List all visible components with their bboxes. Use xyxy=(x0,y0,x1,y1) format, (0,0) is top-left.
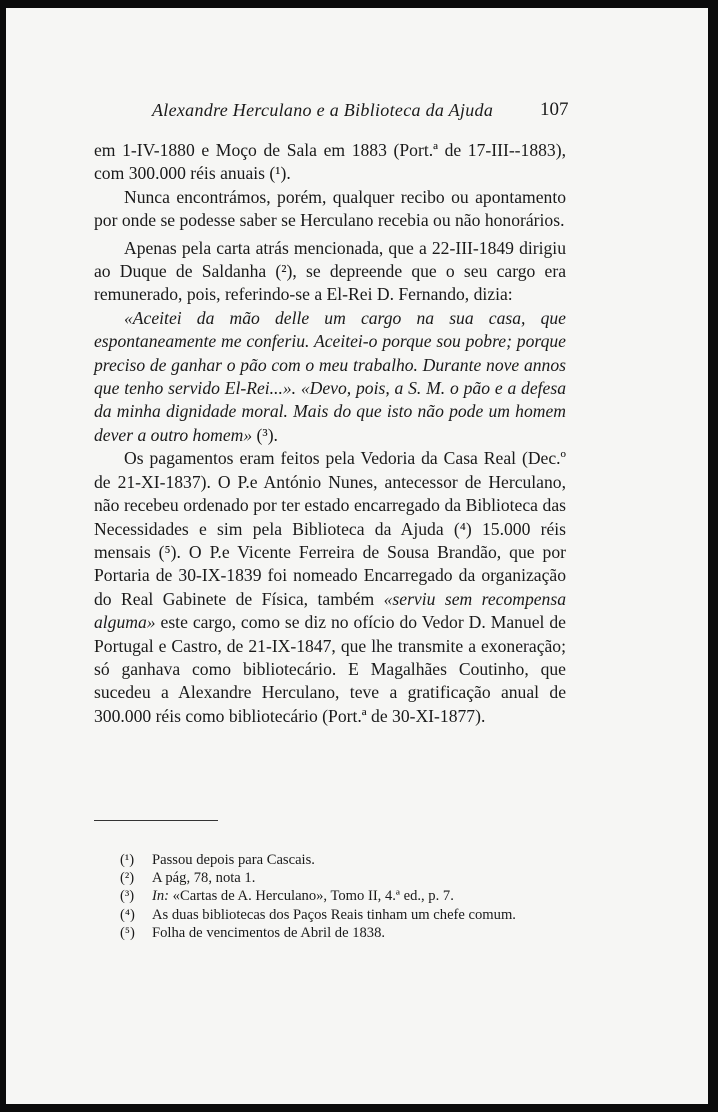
footnotes xyxy=(94,851,564,942)
body-text xyxy=(94,139,566,728)
page-number: 107 xyxy=(540,99,569,120)
book-page xyxy=(6,8,708,1104)
footnote-number: (¹) xyxy=(120,852,135,868)
quotation: «Aceitei da mão delle um cargo na sua casa, que espontaneamente me conferiu. Aceitei-o porque sou pobre; porque preciso de ganhar o pão com o meu trabalho. Durante nove annos que tenho servido El-Rei...». «Devo, pois, a S. M. o pão e a defesa da minha dignidade moral. Mais do que isto não pode um homem dever a outro homem» xyxy=(94,307,566,445)
paragraph-4-part-b: este cargo, como se diz no ofício do Vedor D. Manuel de Portugal e Castro, de 21-IX-1847, que lhe transmite a exoneração; só ganhava como bibliotecário. E Magalhães Coutinho, que sucedeu a Alexandre Herculano, teve a gratificação anual de 300.000 réis como bibliotecário (Port.ª de 30-XI-1877). xyxy=(94,612,566,726)
paragraph-3: Apenas pela carta atrás mencionada, que a 22-III-1849 dirigiu ao Duque de Saldanha (²), se depreende que o seu cargo era remunerado, pois, referindo-se a El-Rei D. Fernando, dizia: xyxy=(94,237,566,305)
page-header xyxy=(6,100,708,126)
footnote-number: (⁵) xyxy=(120,924,135,941)
quotation-reference: (³). xyxy=(252,424,278,445)
footnote xyxy=(94,851,564,869)
footnote-text: «Cartas de A. Herculano», Tomo II, 4.ª ed., p. 7. xyxy=(169,888,454,905)
paragraph-2: Nunca encontrámos, porém, qualquer recibo ou apontamento por onde se podesse saber se Herculano recebia ou não honorários. xyxy=(94,186,566,231)
footnote-text: As duas bibliotecas dos Paços Reais tinham um chefe comum. xyxy=(152,906,516,923)
paragraph-4-part-a: Os pagamentos eram feitos pela Vedoria da Casa Real (Dec.º de 21-XI-1837). O P.e António Nunes, antecessor de Herculano, não recebeu ordenado por ter estado encarregado da Biblioteca das Necessidades e sim pela Biblioteca da Ajuda (⁴) 15.000 réis mensais (⁵). O P.e Vicente Ferreira de Sousa Brandão, que por Portaria de 30-IX-1839 foi nomeado Encarregado da organização do Real Gabinete de Física, também xyxy=(94,448,566,609)
footnote-text: A pág, 78, nota 1. xyxy=(152,870,256,887)
footnote xyxy=(94,887,564,905)
footnote xyxy=(94,869,564,887)
paragraph-4-quote: «serviu sem recompensa alguma» xyxy=(94,588,566,633)
paragraph-1: em 1-IV-1880 e Moço de Sala em 1883 (Port.ª de 17-III--1883), com 300.000 réis anuais (¹). xyxy=(94,140,566,184)
footnote-number: (³) xyxy=(120,888,135,905)
footnote xyxy=(94,906,564,924)
footnote-number: (²) xyxy=(120,870,135,887)
footnote-divider xyxy=(94,820,218,821)
footnote-italic-prefix: In: xyxy=(152,888,170,905)
footnote-number: (⁴) xyxy=(120,906,135,923)
footnote-text: Folha de vencimentos de Abril de 1838. xyxy=(152,924,386,941)
footnote xyxy=(94,924,564,942)
paragraph-4 xyxy=(94,447,566,728)
running-title: Alexandre Herculano e a Biblioteca da Ajuda xyxy=(152,100,494,120)
footnote-text: Passou depois para Cascais. xyxy=(152,852,315,868)
quotation-paragraph xyxy=(94,307,566,447)
